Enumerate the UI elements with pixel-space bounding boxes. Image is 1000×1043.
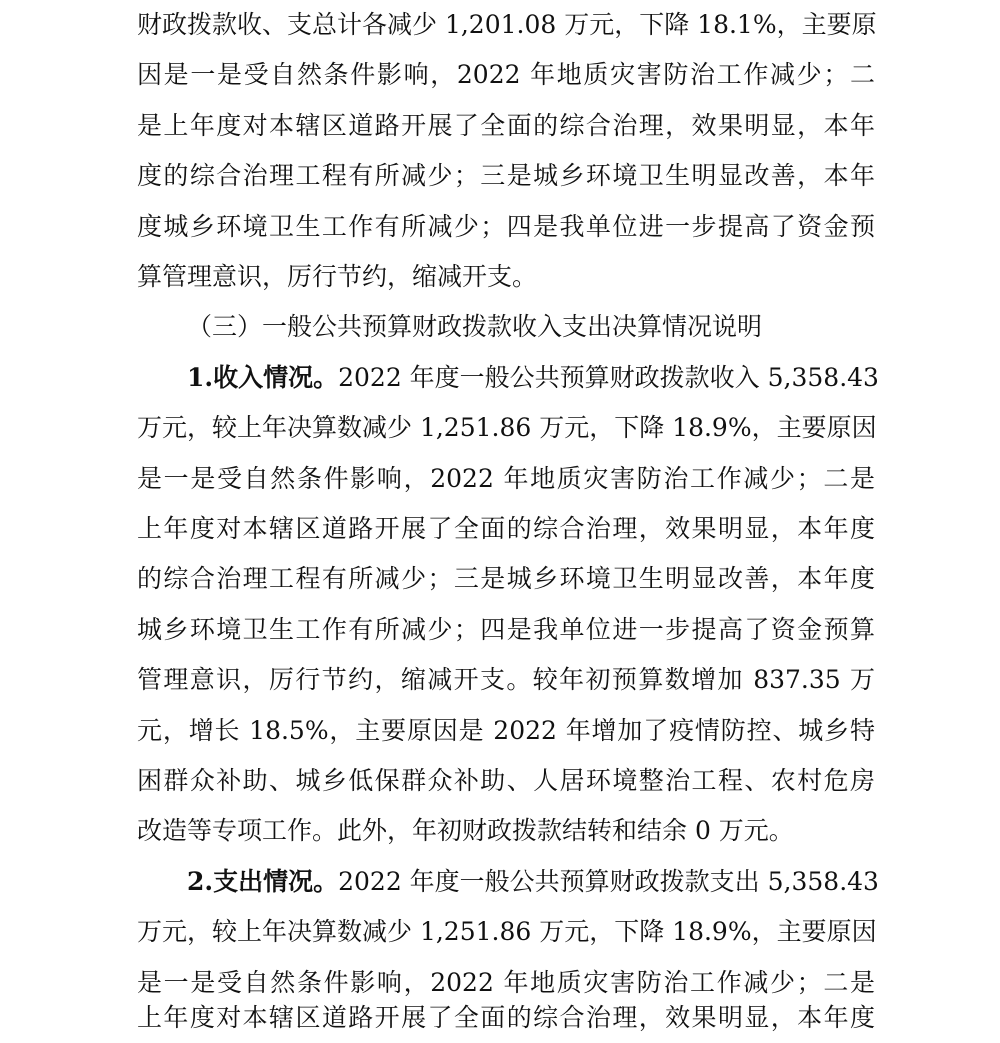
income-lead: 1.收入情况。 [187,362,339,392]
paragraph-line: 因是一是受自然条件影响，2022 年地质灾害防治工作减少；二 [137,60,875,90]
paragraph-line: 是上年度对本辖区道路开展了全面的综合治理，效果明显，本年 [137,110,875,140]
expenditure-first-line-text: 2022 年度一般公共预算财政拨款支出 5,358.43 [338,866,879,896]
paragraph-line: 万元，较上年决算数减少 1,251.86 万元，下降 18.9%，主要原因 [137,413,877,443]
paragraph-line: 是一是受自然条件影响，2022 年地质灾害防治工作减少；二是 [137,967,875,997]
paragraph-line: 财政拨款收、支总计各减少 1,201.08 万元，下降 18.1%，主要原 [137,10,877,39]
section-heading: （三）一般公共预算财政拨款收入支出决算情况说明 [187,312,763,342]
expenditure-lead: 2.支出情况。 [187,866,339,896]
paragraph-line: 困群众补助、城乡低保群众补助、人居环境整治工程、农村危房 [137,766,875,795]
income-first-line [187,353,879,403]
paragraph-line: 管理意识，厉行节约，缩减开支。较年初预算数增加 837.35 万 [137,665,875,695]
paragraph-line: 算管理意识，厉行节约，缩减开支。 [137,262,538,291]
paragraph-line: 上年度对本辖区道路开展了全面的综合治理，效果明显，本年度 [137,1003,875,1032]
paragraph-line: 元，增长 18.5%，主要原因是 2022 年增加了疫情防控、城乡特 [137,715,875,745]
paragraph-line: 上年度对本辖区道路开展了全面的综合治理，效果明显，本年度 [137,514,875,543]
paragraph-line: 改造等专项工作。此外，年初财政拨款结转和结余 0 万元。 [137,816,794,846]
paragraph-line: 城乡环境卫生工作有所减少；四是我单位进一步提高了资金预算 [137,614,875,644]
expenditure-first-line [187,857,879,907]
paragraph-line: 是一是受自然条件影响，2022 年地质灾害防治工作减少；二是 [137,463,875,493]
paragraph-line: 万元，较上年决算数减少 1,251.86 万元，下降 18.9%，主要原因 [137,917,877,947]
income-first-line-text: 2022 年度一般公共预算财政拨款收入 5,358.43 [338,362,879,392]
paragraph-line: 的综合治理工程有所减少；三是城乡环境卫生明显改善，本年度 [137,564,875,594]
paragraph-line: 度的综合治理工程有所减少；三是城乡环境卫生明显改善，本年 [137,161,875,191]
paragraph-line: 度城乡环境卫生工作有所减少；四是我单位进一步提高了资金预 [137,211,875,241]
